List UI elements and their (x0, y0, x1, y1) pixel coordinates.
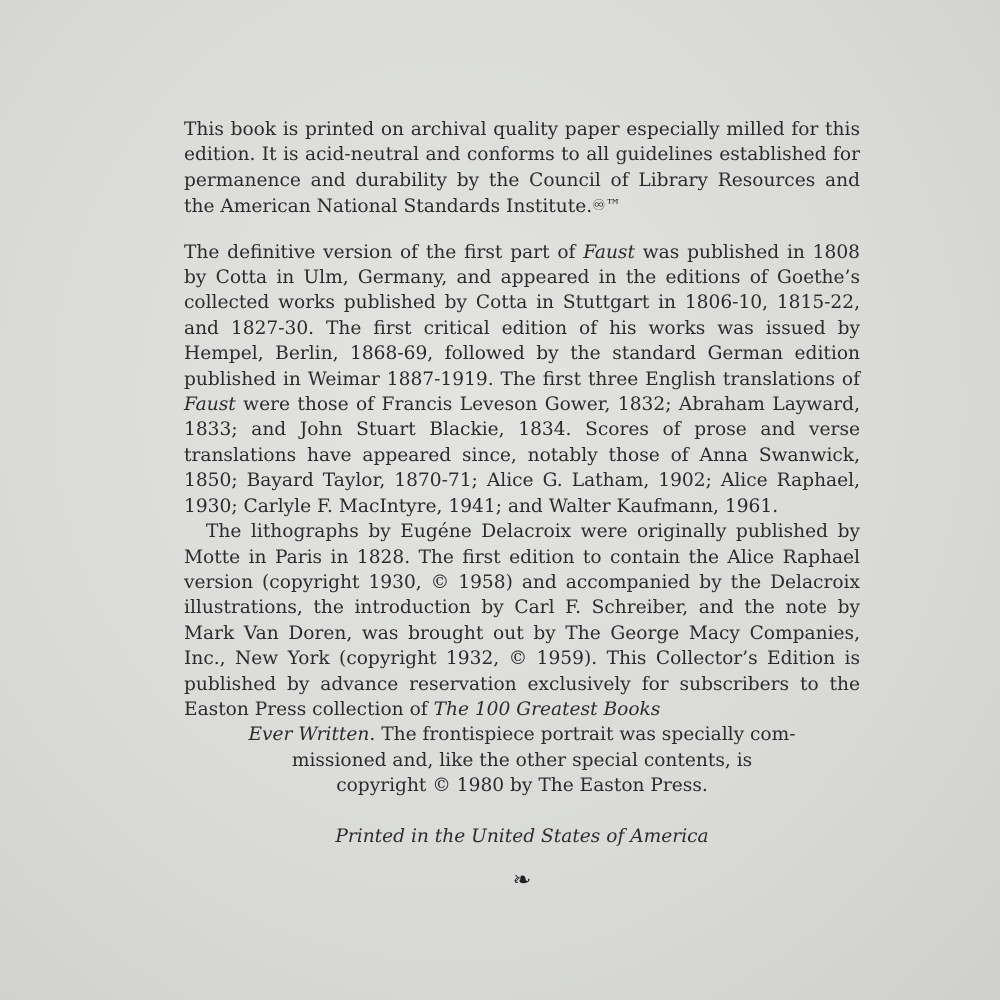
printed-in-usa: Printed in the United States of America (335, 825, 709, 847)
infinity-permanence-icon: ♾™ (592, 196, 621, 215)
series-title-line-1: The 100 Greatest Books (433, 698, 661, 720)
faust-title-1: Faust (583, 241, 635, 263)
history-text-1: The definitive version of the first part of (184, 241, 584, 263)
publication-history-paragraph (184, 240, 860, 519)
colophon-page (184, 117, 860, 893)
lithographs-centered-line-1 (184, 722, 860, 747)
history-text-3: were those of Francis Leveson Gower, 1832; Abraham Layward, 1833; and John Stuart Blackie, 1834. Scores of prose and verse translations have appeared since, notably those of Anna Swanwick, 1850; Bayard Taylor, 1870-71; Alice G. Latham, 1902; Alice Raphael, 1930; Carlyle F. MacIntyre, 1941; and Walter Kaufmann, 1961. (184, 394, 860, 517)
lithographs-centered-line-2: missioned and, like the other special contents, is (291, 749, 753, 771)
fleuron-ornament-icon: ❧ (512, 867, 532, 893)
archival-paper-notice (184, 117, 860, 220)
frontispiece-text: . The frontispiece portrait was specially com- (369, 724, 796, 746)
faust-title-2: Faust (184, 394, 236, 416)
copyright-line: copyright © 1980 by The Easton Press. (336, 775, 708, 797)
lithographs-text-1: The lithographs by Eugéne Delacroix were originally published by Motte in Paris in 1828. The first edition to contain the Alice Raphael version (copyright 1930, © 1958) and accompanied by the Delacroix illustrations, the introduction by Carl F. Schreiber, and the note by Mark Van Doren, was brought out by The George Macy Companies, Inc., New York (copyright 1932, © 1959). This Collector’s Edition is published by advance reservation exclusively for subscribers to the Easton Press collection of (184, 521, 860, 720)
archival-notice-text: This book is printed on archival quality paper especially milled for this edition. It is acid-neutral and conforms to all guidelines established for permanence and durability by the Council of Library Resources and the American National Standards Institute. (184, 119, 860, 218)
history-text-2: was published in 1808 by Cotta in Ulm, Germany, and appeared in the editions of Goethe’s collected works published by Cotta in Stuttgart in 1806-10, 1815-22, and 1827-30. The first critical edition of his works was issued by Hempel, Berlin, 1868-69, followed by the standard German edition published in Weimar 1887-1919. The first three English translations of (184, 241, 860, 390)
series-title-line-2: Ever Written (248, 724, 370, 746)
lithographs-paragraph (184, 519, 860, 722)
